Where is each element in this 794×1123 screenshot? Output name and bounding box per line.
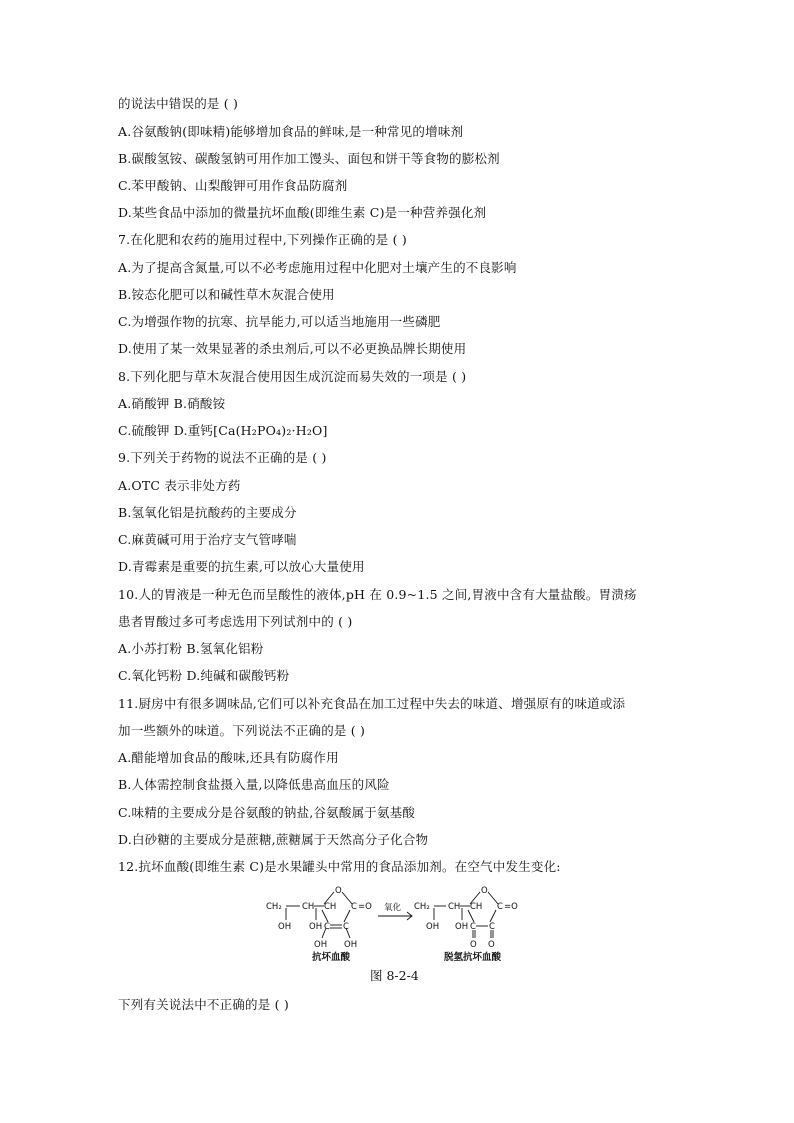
c-label: C	[470, 922, 476, 932]
question-9: 9.下列关于药物的说法不正确的是 ( )	[118, 450, 327, 465]
option-b: B.碳酸氢铵、碳酸氢钠可用作加工馒头、面包和饼干等食物的膨松剂	[118, 151, 500, 166]
question-11: 11.厨房中有很多调味品,它们可以补充食品在加工过程中失去的味道、增强原有的味道或添	[118, 696, 626, 711]
text-line: 的说法中错误的是 ( )	[118, 96, 239, 111]
option-c: C.麻黄碱可用于治疗支气管哮喘	[118, 532, 297, 547]
option-ab: A.小苏打粉 B.氢氧化铝粉	[118, 641, 264, 656]
o-label: O	[470, 940, 477, 950]
question-10: 10.人的胃液是一种无色而呈酸性的液体,pH 在 0.9~1.5 之间,胃液中含有大量盐酸。胃溃疡	[118, 587, 637, 602]
ch-label: CH	[324, 902, 337, 912]
ch-label: CH	[448, 902, 461, 912]
figure-caption: 图 8-2-4	[370, 968, 419, 983]
option-b: B.人体需控制食盐摄入量,以降低患高血压的风险	[118, 777, 390, 792]
ring-o-label: O	[481, 886, 488, 896]
ch-label: CH	[302, 902, 315, 912]
carbonyl-label: C	[497, 902, 503, 912]
option-a: A.为了提高含氮量,可以不必考虑施用过程中化肥对土壤产生的不良影响	[118, 260, 517, 275]
ch2-label: CH₂	[414, 902, 430, 912]
c-label: C	[489, 922, 495, 932]
question-12: 12.抗坏血酸(即维生素 C)是水果罐头中常用的食品添加剂。在空气中发生变化:	[118, 859, 561, 874]
option-c: C.味精的主要成分是谷氨酸的钠盐,谷氨酸属于氨基酸	[118, 805, 416, 820]
c-label: C	[324, 922, 330, 932]
dehydroascorbic-acid-label: 脱氢抗坏血酸	[444, 952, 502, 963]
option-ab: A.硝酸钾 B.硝酸铵	[118, 396, 226, 411]
oh-label: OH	[426, 922, 440, 932]
question-7: 7.在化肥和农药的施用过程中,下列操作正确的是 ( )	[118, 232, 408, 247]
question-10-cont: 患者胃酸过多可考虑选用下列试剂中的 ( )	[118, 614, 353, 629]
option-d: D.使用了某一效果显著的杀虫剂后,可以不必更换品牌长期使用	[118, 341, 467, 356]
vitamin-c-oxidation-figure	[262, 886, 552, 964]
arrow-label: 氧化	[384, 903, 402, 913]
option-d: D.白砂糖的主要成分是蔗糖,蔗糖属于天然高分子化合物	[118, 832, 429, 847]
question-8: 8.下列化肥与草木灰混合使用因生成沉淀而易失效的一项是 ( )	[118, 369, 467, 384]
option-b: B.氢氧化铝是抗酸药的主要成分	[118, 505, 297, 520]
option-d: D.青霉素是重要的抗生素,可以放心大量使用	[118, 559, 365, 574]
ascorbic-acid-label: 抗坏血酸	[312, 952, 351, 963]
ch-label: CH	[470, 902, 483, 912]
option-a: A.OTC 表示非处方药	[118, 478, 241, 493]
option-cd: C.硫酸钾 D.重钙[Ca(H₂PO₄)₂·H₂O]	[118, 423, 328, 438]
question-11-cont: 加一些额外的味道。下列说法不正确的是 ( )	[118, 723, 366, 738]
oh-label: OH	[344, 940, 358, 950]
ring-o-label: O	[335, 886, 342, 896]
option-c: C.苯甲酸钠、山梨酸钾可用作食品防腐剂	[118, 178, 348, 193]
option-c: C.为增强作物的抗寒、抗旱能力,可以适当地施用一些磷肥	[118, 314, 441, 329]
carbonyl-o-label: =O	[358, 902, 372, 912]
oh-label: OH	[278, 922, 292, 932]
option-a: A.醋能增加食品的酸味,还具有防腐作用	[118, 750, 339, 765]
option-a: A.谷氨酸钠(即味精)能够增加食品的鲜味,是一种常见的增味剂	[118, 124, 464, 139]
oh-label: OH	[309, 922, 323, 932]
carbonyl-o-label: =O	[504, 902, 518, 912]
option-cd: C.氧化钙粉 D.纯碱和碳酸钙粉	[118, 668, 290, 683]
ch2-label: CH₂	[266, 902, 282, 912]
question-12-prompt: 下列有关说法中不正确的是 ( )	[118, 997, 289, 1012]
oh-label: OH	[455, 922, 469, 932]
option-d: D.某些食品中添加的微量抗坏血酸(即维生素 C)是一种营养强化剂	[118, 205, 487, 220]
o-label: O	[488, 940, 495, 950]
option-b: B.铵态化肥可以和碱性草木灰混合使用	[118, 287, 335, 302]
c-label: C	[343, 922, 349, 932]
oh-label: OH	[314, 940, 328, 950]
carbonyl-label: C	[351, 902, 357, 912]
